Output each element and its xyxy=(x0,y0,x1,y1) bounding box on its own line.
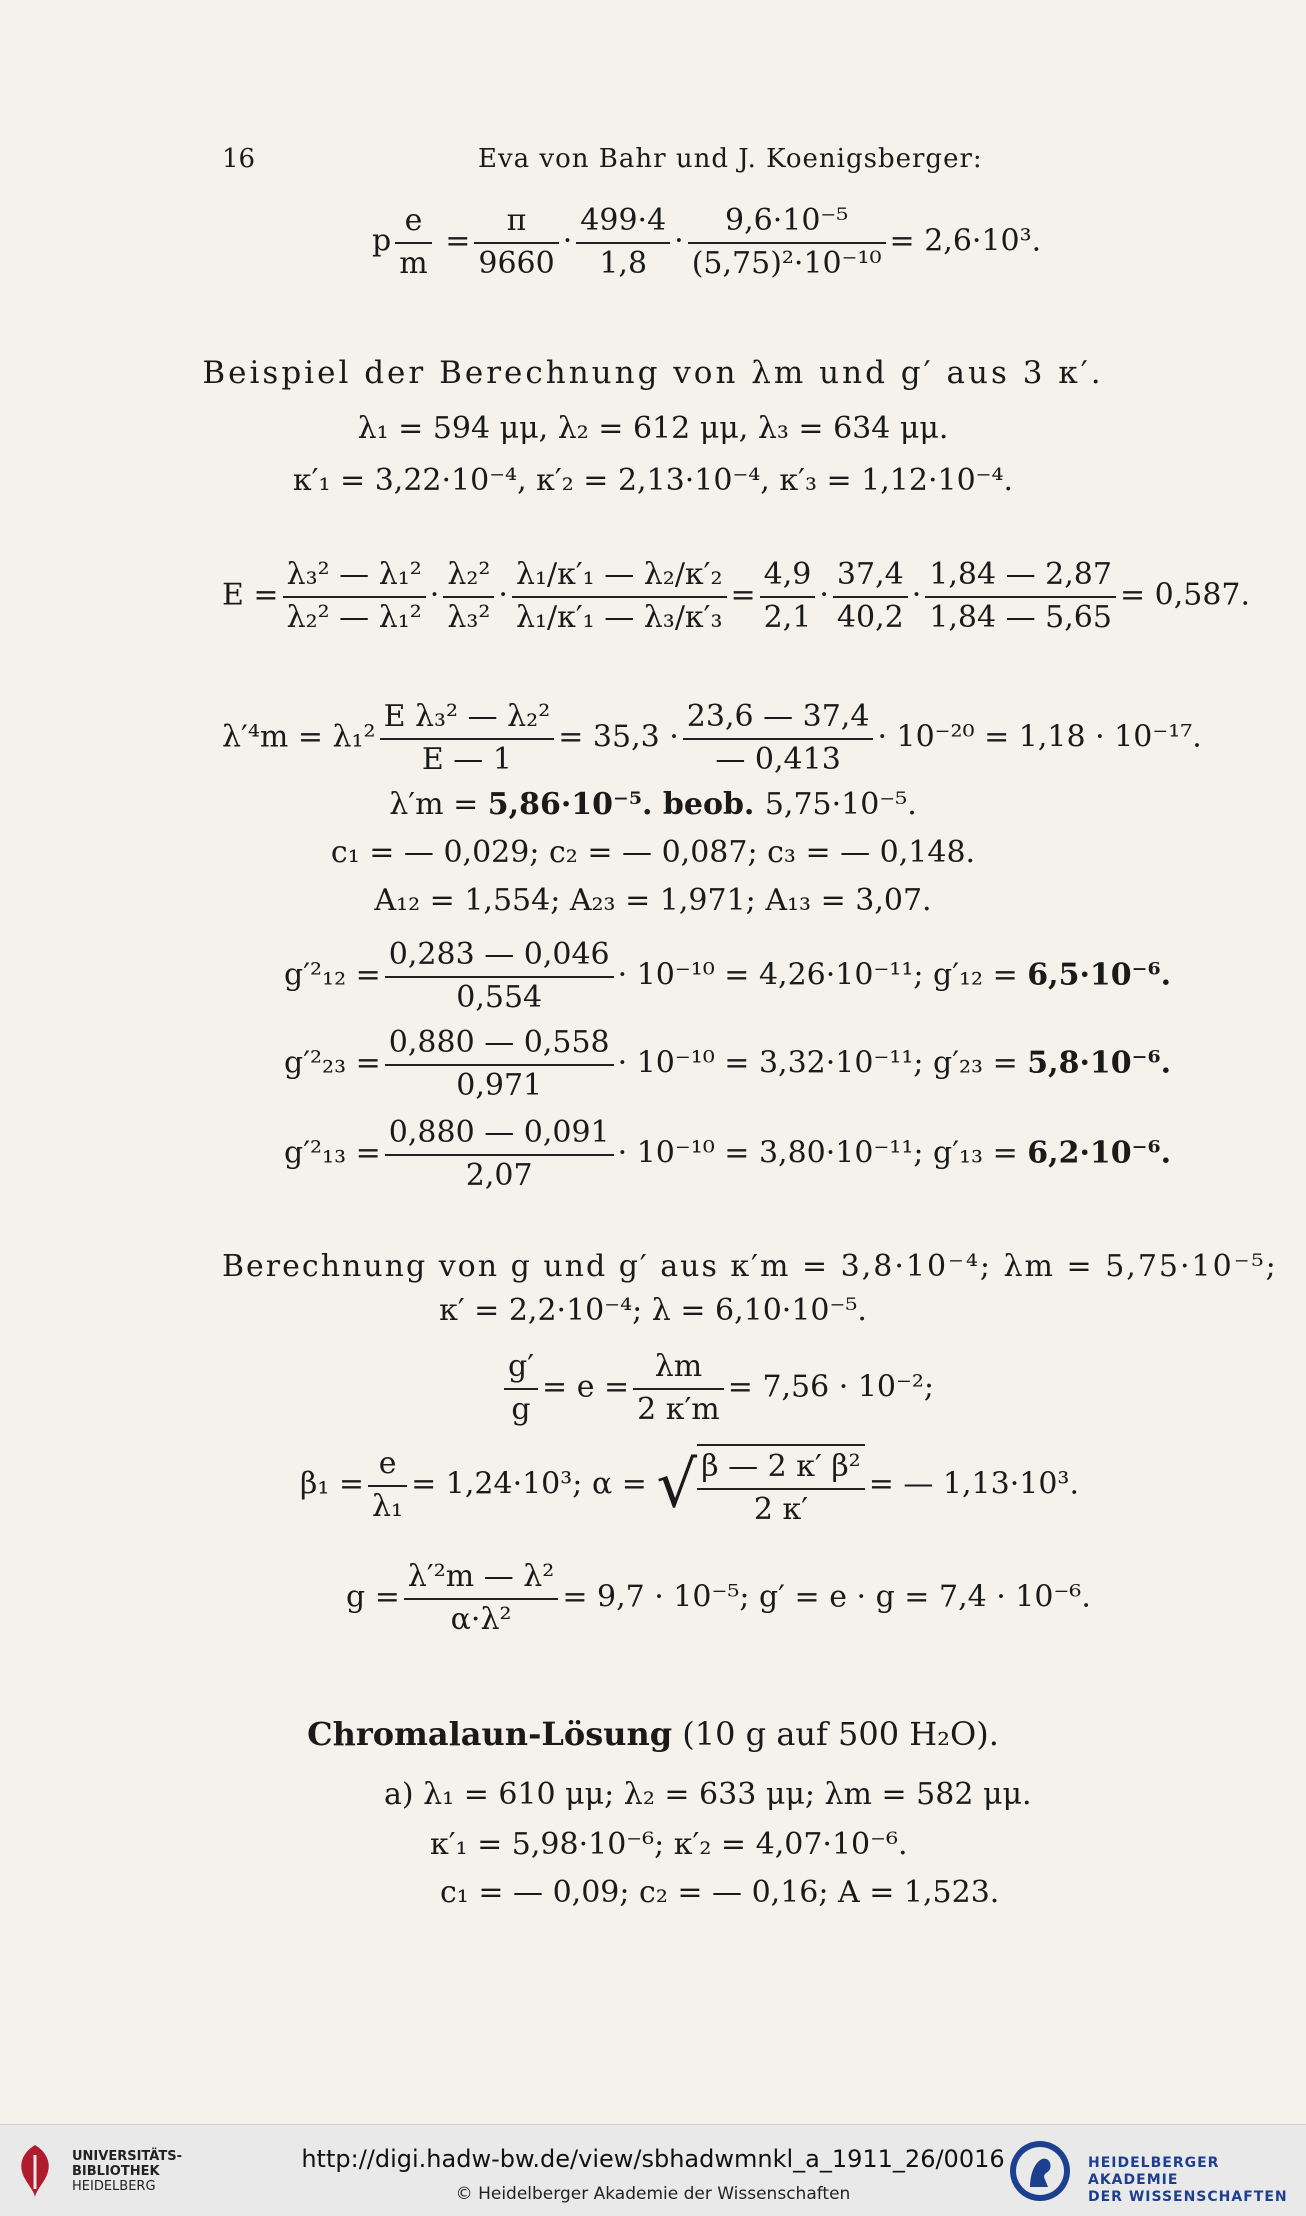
chromalaun-c: c₁ = — 0,09; c₂ = — 0,16; A = 1,523. xyxy=(440,1875,1000,1910)
equation-beta-alpha: β₁ = $\frac{e}{\text{λ₁}}$ = 1,24·10³; α = √ $\frac{\text{β — 2 κ′ β²}}{2 \kappa'}$ = — 1,13·10³. xyxy=(300,1446,1079,1527)
calculation-heading: Berechnung von g und g′ aus κ′m = 3,8·10⁻⁴; λm = 5,75·10⁻⁵; xyxy=(222,1249,1278,1284)
lambda-m-result: λ′m = 5,86·10⁻⁵. beob. 5,75·10⁻⁵. xyxy=(389,787,917,822)
equation-E: E = $\frac{\text{λ₃² — λ₁²}}{\text{λ₂² — λ₁²}}$ · $\frac{\text{λ₂²}}{\text{λ₃²}}$ · $\frac{\text{λ₁/κ′₁ — λ₂/κ′₂}}{\text{λ₁/κ′₁ — λ₃/κ′₃}}$ = $\frac{4,9}{2,1}$ · $\frac{37,4}{40,2}$ · $\frac{1,84 — 2,87}{1,84 — 5,65}$ = 0,587. xyxy=(222,557,1251,635)
university-library-name: UNIVERSITÄTS- BIBLIOTHEK HEIDELBERG xyxy=(72,2149,182,2194)
equation-g12: g′²₁₂ = $\frac{0,283 — 0,046}{0,554}$ · 10⁻¹⁰ = 4,26·10⁻¹¹; g′₁₂ = 6,5·10⁻⁶. xyxy=(284,937,1172,1015)
kappa-values: κ′₁ = 3,22·10⁻⁴, κ′₂ = 2,13·10⁻⁴, κ′₃ = 1,12·10⁻⁴. xyxy=(292,463,1014,498)
sqrt-icon: √ xyxy=(656,1448,698,1523)
academy-name: HEIDELBERGER AKADEMIE DER WISSENSCHAFTEN xyxy=(1088,2155,1288,2205)
equation-g23: g′²₂₃ = $\frac{0,880 — 0,558}{0,971}$ · 10⁻¹⁰ = 3,32·10⁻¹¹; g′₂₃ = 5,8·10⁻⁶. xyxy=(284,1025,1172,1103)
footer-bar xyxy=(0,2124,1306,2216)
chromalaun-kappa: κ′₁ = 5,98·10⁻⁶; κ′₂ = 4,07·10⁻⁶. xyxy=(430,1827,908,1862)
academy-seal-icon xyxy=(1008,2139,1072,2203)
chromalaun-a: a) λ₁ = 610 μμ; λ₂ = 633 μμ; λm = 582 μμ. xyxy=(384,1777,1032,1812)
equation-g-ratio: $\frac{g'}{g}$ = e = $\frac{\lambda m}{2 \kappa'm}$ = 7,56 · 10⁻²; xyxy=(500,1350,934,1427)
equation-g13: g′²₁₃ = $\frac{0,880 — 0,091}{2,07}$ · 10⁻¹⁰ = 3,80·10⁻¹¹; g′₁₃ = 6,2·10⁻⁶. xyxy=(284,1115,1172,1193)
page-number: 16 xyxy=(222,144,256,174)
A-values: A₁₂ = 1,554; A₂₃ = 1,971; A₁₃ = 3,07. xyxy=(374,883,932,918)
source-url-link[interactable]: http://digi.hadw-bw.de/view/sbhadwmnkl_a_1911_26/0016 xyxy=(301,2145,1005,2173)
equation-charge-mass: p $\frac{e}{m}$ = $\frac{\pi}{9660}$ · $\frac{499\cdot 4}{1,8}$ · $\frac{\text{9,6·10⁻⁵}}{\text{(5,75)²·10⁻¹⁰}}$ = 2,6·10³. xyxy=(372,203,1042,281)
calculation-values: κ′ = 2,2·10⁻⁴; λ = 6,10·10⁻⁵. xyxy=(439,1293,867,1328)
copyright-notice: © Heidelberger Akademie der Wissenschaften xyxy=(455,2184,851,2204)
example-heading: Beispiel der Berechnung von λm und g′ aus 3 κ′. xyxy=(202,355,1104,391)
chromalaun-heading: Chromalaun-Lösung (10 g auf 500 H₂O). xyxy=(307,1715,999,1753)
equation-lambda-m: λ′⁴m = λ₁² $\frac{\text{E λ₃² — λ₂²}}{E — 1}$ = 35,3 · $\frac{23,6 — 37,4}{— 0,413}$ · 10⁻²⁰ = 1,18 · 10⁻¹⁷. xyxy=(222,699,1202,777)
running-title: Eva von Bahr und J. Koenigsberger: xyxy=(478,144,983,174)
equation-g: g = $\frac{\text{λ′²m — λ²}}{\text{α·λ²}}$ = 9,7 · 10⁻⁵; g′ = e · g = 7,4 · 10⁻⁶. xyxy=(346,1559,1091,1637)
lambda-values: λ₁ = 594 μμ, λ₂ = 612 μμ, λ₃ = 634 μμ. xyxy=(357,411,949,446)
c-values: c₁ = — 0,029; c₂ = — 0,087; c₃ = — 0,148. xyxy=(330,835,976,870)
